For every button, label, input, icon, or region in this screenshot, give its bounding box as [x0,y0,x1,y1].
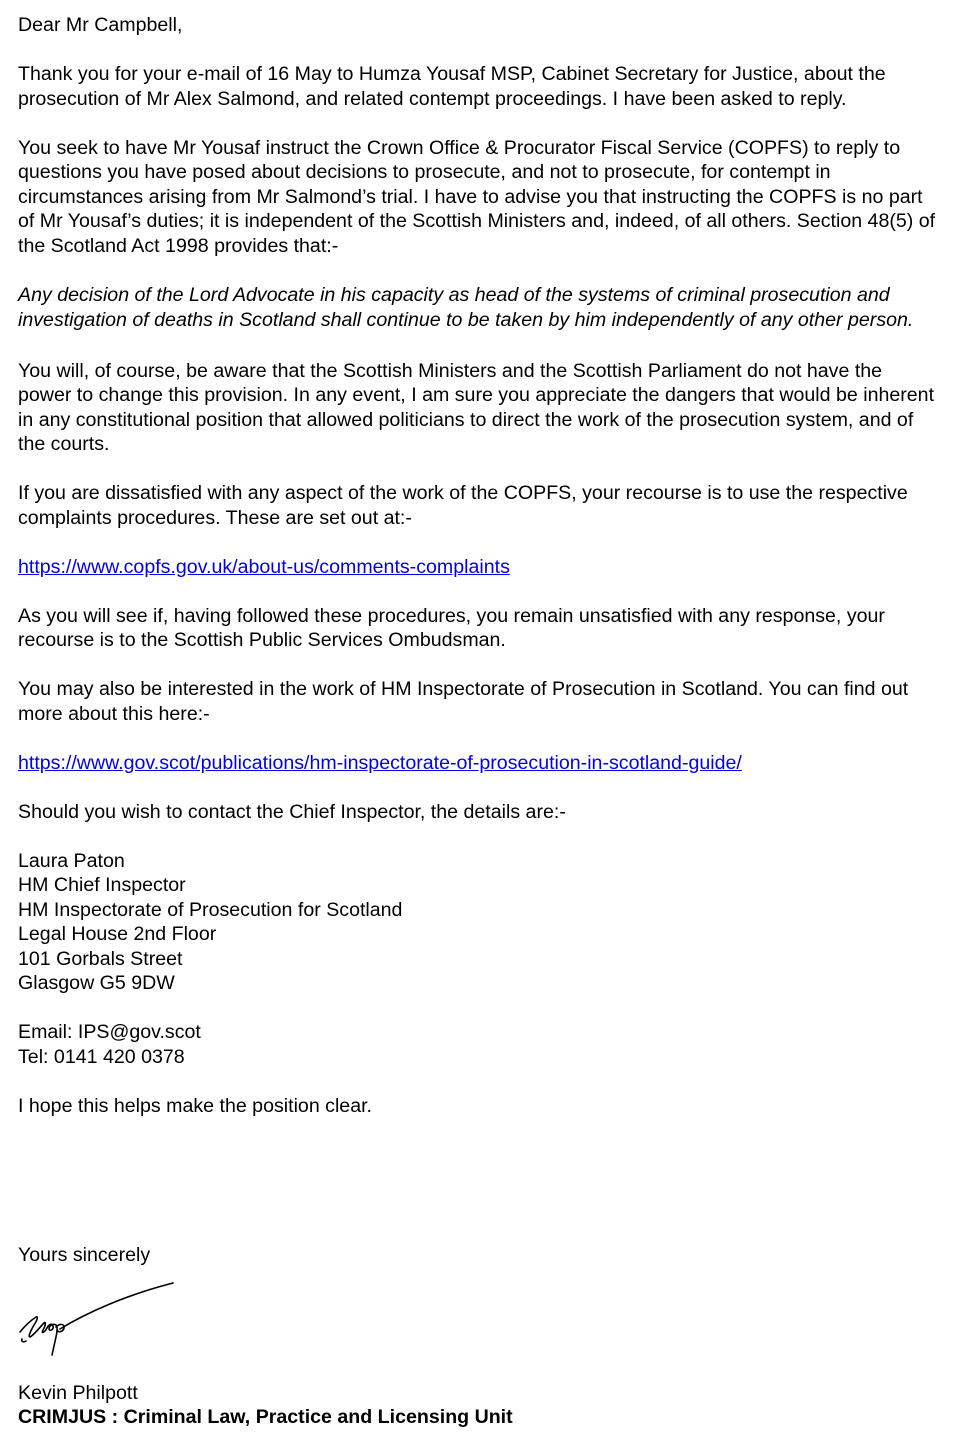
handwritten-signature-icon [16,1277,186,1359]
paragraph-email-thanks: Thank you for your e-mail of 16 May to Humza Yousaf MSP, Cabinet Secretary for Justice, about the prosecution of Mr Alex Salmond, and related contempt proceedings. I have been asked to reply. [18,63,886,110]
address-line: Legal House 2nd Floor [18,923,217,945]
paragraph-ombudsman: As you will see if, having followed these procedures, you remain unsatisfied with any response, your recourse is to the Scottish Public Services Ombudsman. [18,604,885,651]
address-line: HM Inspectorate of Prosecution for Scotland [18,898,403,921]
copfs-complaints-link[interactable]: https://www.copfs.gov.uk/about-us/comments-complaints [18,555,510,578]
contact-telephone: Tel: 0141 420 0378 [18,1045,185,1068]
paragraph-constitutional-position: You will, of course, be aware that the Scottish Ministers and the Scottish Parliament do not have the power to change this provision. In any event, I am sure you appreciate the dangers that would be inherent in any constitutional position that allowed politicians to direct the work of the prosecution system, and of the courts. [18,359,935,455]
contact-details-block [18,1020,938,1069]
contact-address-block [18,849,938,996]
paragraph-inspectorate: You may also be interested in the work of HM Inspectorate of Prosecution in Scotland. You can find out more about this here:- [18,678,909,725]
inspectorate-guide-link[interactable]: https://www.gov.scot/publications/hm-inspectorate-of-prosecution-in-scotland-guide/ [18,751,742,774]
address-line: 101 Gorbals Street [18,947,183,970]
paragraph-copfs-independence: You seek to have Mr Yousaf instruct the Crown Office & Procurator Fiscal Service (COPFS) to reply to questions you have posed about decisions to prosecute, and not to prosecute, for contempt in circumstances arising from Mr Salmond’s trial. I have to advise you that instructing the COPFS is no part of Mr Yousaf’s duties; it is independent of the Scottish Ministers and, indeed, of all others. Section 48(5) of the Scotland Act 1998 provides that:- [18,136,936,257]
paragraph-complaints-procedure: If you are dissatisfied with any aspect of the work of the COPFS, your recourse is to use the respective complaints procedures. These are set out at:- [18,482,908,529]
paragraph-contact-intro: Should you wish to contact the Chief Inspector, the details are:- [18,800,566,823]
address-line: Laura Paton [18,849,125,872]
signatory-name: Kevin Philpott [18,1382,138,1404]
address-line: Glasgow G5 9DW [18,972,175,994]
salutation: Dear Mr Campbell, [18,14,183,36]
letter-body [18,13,938,1143]
valediction: Yours sincerely [18,1244,151,1266]
scotland-act-quote: Any decision of the Lord Advocate in his capacity as head of the systems of criminal prosecution and investigation of deaths in Scotland shall continue to be taken by him independently of any other person. [18,283,914,331]
contact-email: Email: IPS@gov.scot [18,1021,201,1043]
address-line: HM Chief Inspector [18,874,186,896]
closing-line: I hope this helps make the position clear. [18,1094,372,1117]
signatory-unit: CRIMJUS : Criminal Law, Practice and Licensing Unit [18,1406,513,1428]
